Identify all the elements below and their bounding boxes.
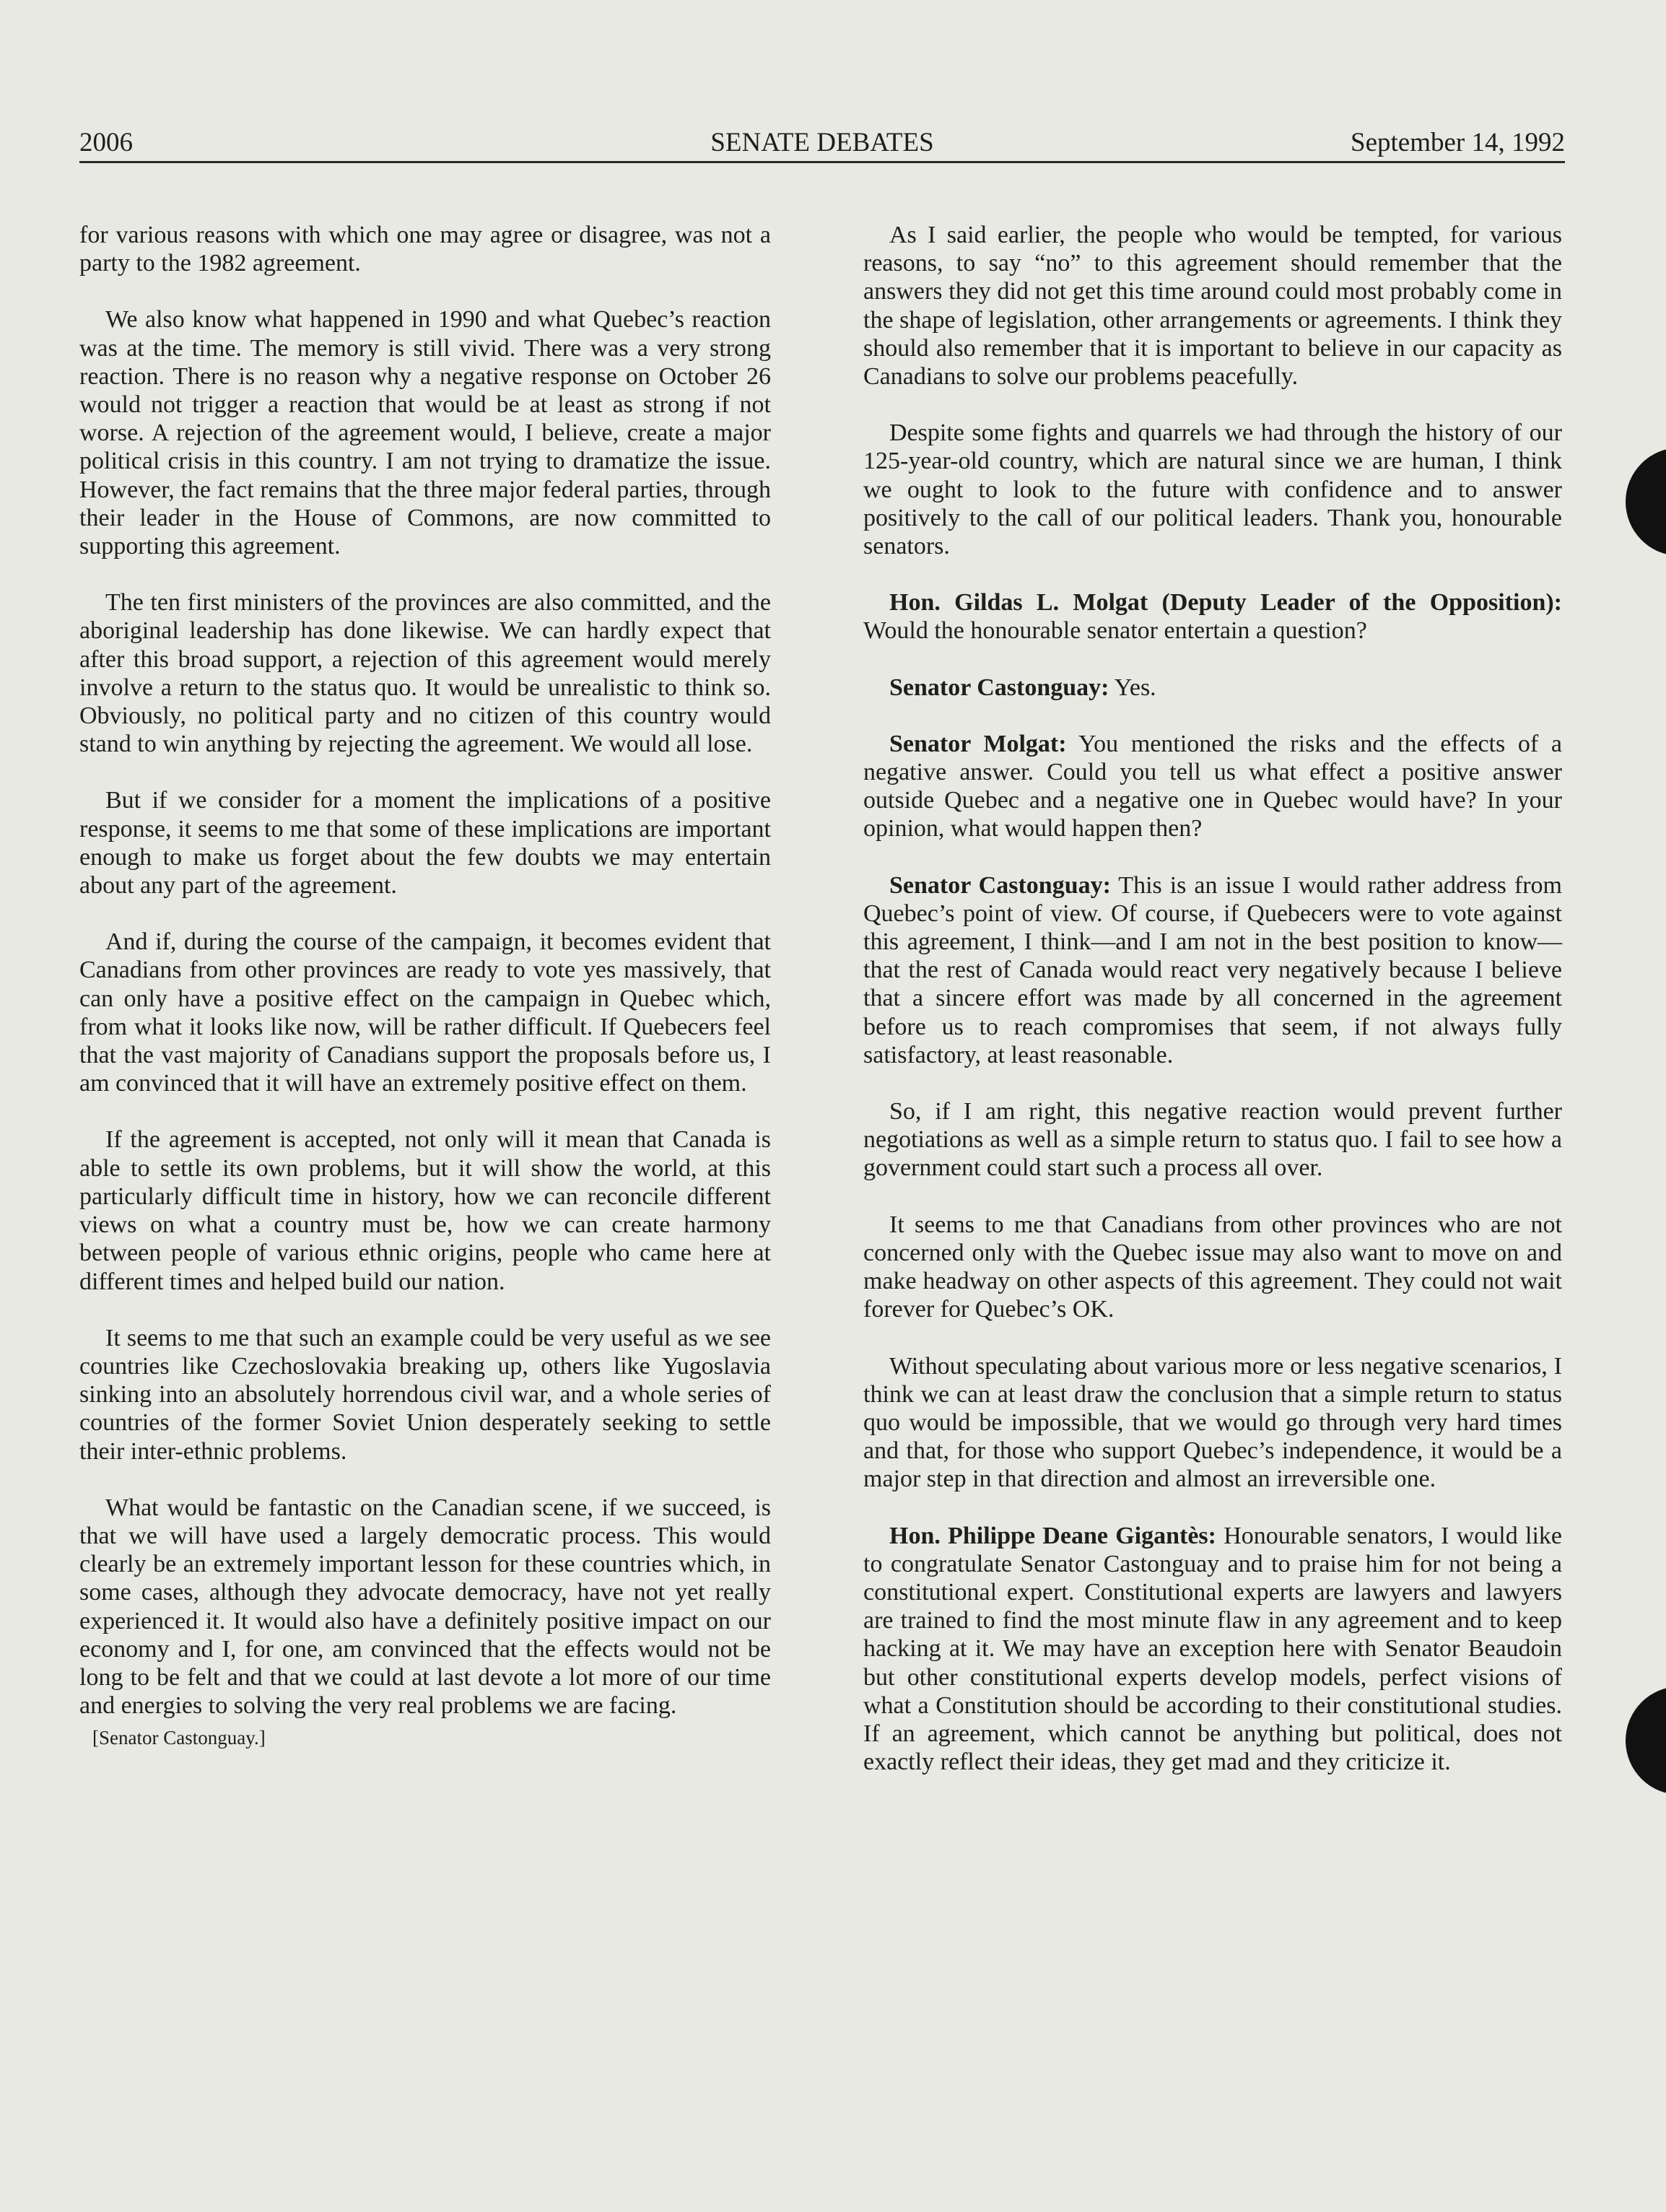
speech-text: Honourable senators, I would like to congratulate Senator Castonguay and to praise him for not being a constitutional expert. Constitutional experts are lawyers and lawyers are trained to find the most minute flaw in any agreement and to keep hacking at it. We may have an exception here with Senator Beaudoin but other constitutional experts develop models, perfect visions of what a Constitution should be according to their constitutional studies. If an agreement, which cannot be anything but political, does not exactly reflect their ideas, they get mad and they criticize it. bbox=[863, 1522, 1562, 1776]
speaker-name: Hon. Gildas L. Molgat (Deputy Leader of the Opposition): bbox=[889, 589, 1562, 617]
paragraph: for various reasons with which one may agree or disagree, was not a party to the 1982 agreement. bbox=[79, 222, 771, 277]
binding-hole bbox=[1626, 1686, 1666, 1795]
paragraph bbox=[863, 1522, 1562, 1777]
speech-text: Yes. bbox=[1109, 674, 1156, 701]
paragraph: If the agreement is accepted, not only will it mean that Canada is able to settle its own problems, but it will show the world, at this particularly difficult time in history, how we can reconcile different views on what a country must be, how we can create harmony between people of various ethnic origins, people who came here at different times and helped build our nation. bbox=[79, 1126, 771, 1295]
paragraph bbox=[863, 588, 1562, 645]
paragraph: So, if I am right, this negative reaction would prevent further negotiations as well as a simple return to status quo. I fail to see how a government could start such a process all over. bbox=[863, 1098, 1562, 1182]
paragraph: Without speculating about various more or less negative scenarios, I think we can at least draw the conclusion that a simple return to status quo would be impossible, that we would go through very hard times and that, for those who support Quebec’s independence, it would be a major step in that direction and almost an irreversible one. bbox=[863, 1352, 1562, 1493]
paragraph: It seems to me that such an example could be very useful as we see countries like Czechoslovakia breaking up, others like Yugoslavia sinking into an absolutely horrendous civil war, and a whole series of countries of the former Soviet Union desperately seeking to settle their inter-ethnic problems. bbox=[79, 1324, 771, 1465]
paragraph bbox=[863, 674, 1562, 702]
right-column bbox=[863, 221, 1562, 1804]
running-title: SENATE DEBATES bbox=[710, 128, 934, 157]
paragraph: As I said earlier, the people who would be tempted, for various reasons, to say “no” to this agreement should remember that the answers they did not get this time around could most probably come in the shape of legislation, other arrangements or agreements. I think they should also remember that it is important to believe in our capacity as Canadians to solve our problems peacefully. bbox=[863, 222, 1562, 391]
speaker-name: Senator Molgat: bbox=[889, 730, 1067, 757]
speech-text: This is an issue I would rather address from Quebec’s point of view. Of course, if Quebecers were to vote against this agreement, I think—and I am not in the best position to know—that the rest of Canada would react very negatively because I believe that a sincere effort was made by all concerned in the agreement before us to reach compromises that seem, if not always fully satisfactory, at least reasonable. bbox=[863, 871, 1562, 1068]
paragraph: What would be fantastic on the Canadian scene, if we succeed, is that we will have used a largely democratic process. This would clearly be an extremely important lesson for these countries which, in some cases, although they advocate democracy, have not yet really experienced it. It would also have a definitely positive impact on our economy and I, for one, am convinced that the effects would not be long to be felt and that we could at last devote a lot more of our time and energies to solving the very real problems we are facing. bbox=[79, 1494, 771, 1720]
publication-date: September 14, 1992 bbox=[1351, 128, 1565, 157]
continuation-note: [Senator Castonguay.] bbox=[92, 1727, 266, 1749]
page-number: 2006 bbox=[79, 128, 133, 157]
binding-hole bbox=[1626, 448, 1666, 556]
speech-text: You mentioned the risks and the effects of a negative answer. Could you tell us what effect a positive answer outside Quebec and a negative one in Quebec would have? In your opinion, what would happen then? bbox=[863, 730, 1563, 842]
paragraph: Despite some fights and quarrels we had through the history of our 125-year-old country, which are natural since we are human, I think we ought to look to the future with confidence and to answer positively to the call of our political leaders. Thank you, honourable senators. bbox=[863, 419, 1562, 560]
speech-text: Would the honourable senator entertain a question? bbox=[863, 617, 1367, 645]
paragraph bbox=[863, 871, 1562, 1069]
speaker-name: Senator Castonguay: bbox=[889, 674, 1109, 701]
paragraph: We also know what happened in 1990 and what Quebec’s reaction was at the time. The memory is still vivid. There was a very strong reaction. There is no reason why a negative response on October 26 would not trigger a reaction that would be at least as strong if not worse. A rejection of the agreement would, I believe, create a major political crisis in this country. I am not trying to dramatize the issue. However, the fact remains that the three major federal parties, through their leader in the House of Commons, are now committed to supporting this agreement. bbox=[79, 306, 771, 560]
left-column bbox=[79, 221, 771, 1749]
page-header bbox=[79, 121, 1565, 163]
header-rule bbox=[79, 161, 1565, 163]
paragraph: But if we consider for a moment the implications of a positive response, it seems to me that some of these implications are important enough to make us forget about the few doubts we may entertain about any part of the agreement. bbox=[79, 787, 771, 900]
speaker-name: Hon. Philippe Deane Gigantès: bbox=[889, 1522, 1216, 1549]
paragraph bbox=[863, 730, 1562, 843]
speaker-name: Senator Castonguay: bbox=[889, 871, 1111, 899]
paragraph: The ten first ministers of the provinces are also committed, and the aboriginal leadership has done likewise. We can hardly expect that after this broad support, a rejection of this agreement would merely involve a return to the status quo. It would be unrealistic to think so. Obviously, no political party and no citizen of this country would stand to win anything by rejecting the agreement. We would all lose. bbox=[79, 589, 771, 758]
paragraph: It seems to me that Canadians from other provinces who are not concerned only with the Quebec issue may also want to move on and make headway on other aspects of this agreement. They could not wait forever for Quebec’s OK. bbox=[863, 1211, 1562, 1323]
paragraph: And if, during the course of the campaign, it becomes evident that Canadians from other provinces are ready to vote yes massively, that can only have a positive effect on the campaign in Quebec which, from what it looks like now, will be rather difficult. If Quebecers feel that the vast majority of Canadians support the proposals before us, I am convinced that it will have an extremely positive effect on them. bbox=[79, 928, 771, 1097]
